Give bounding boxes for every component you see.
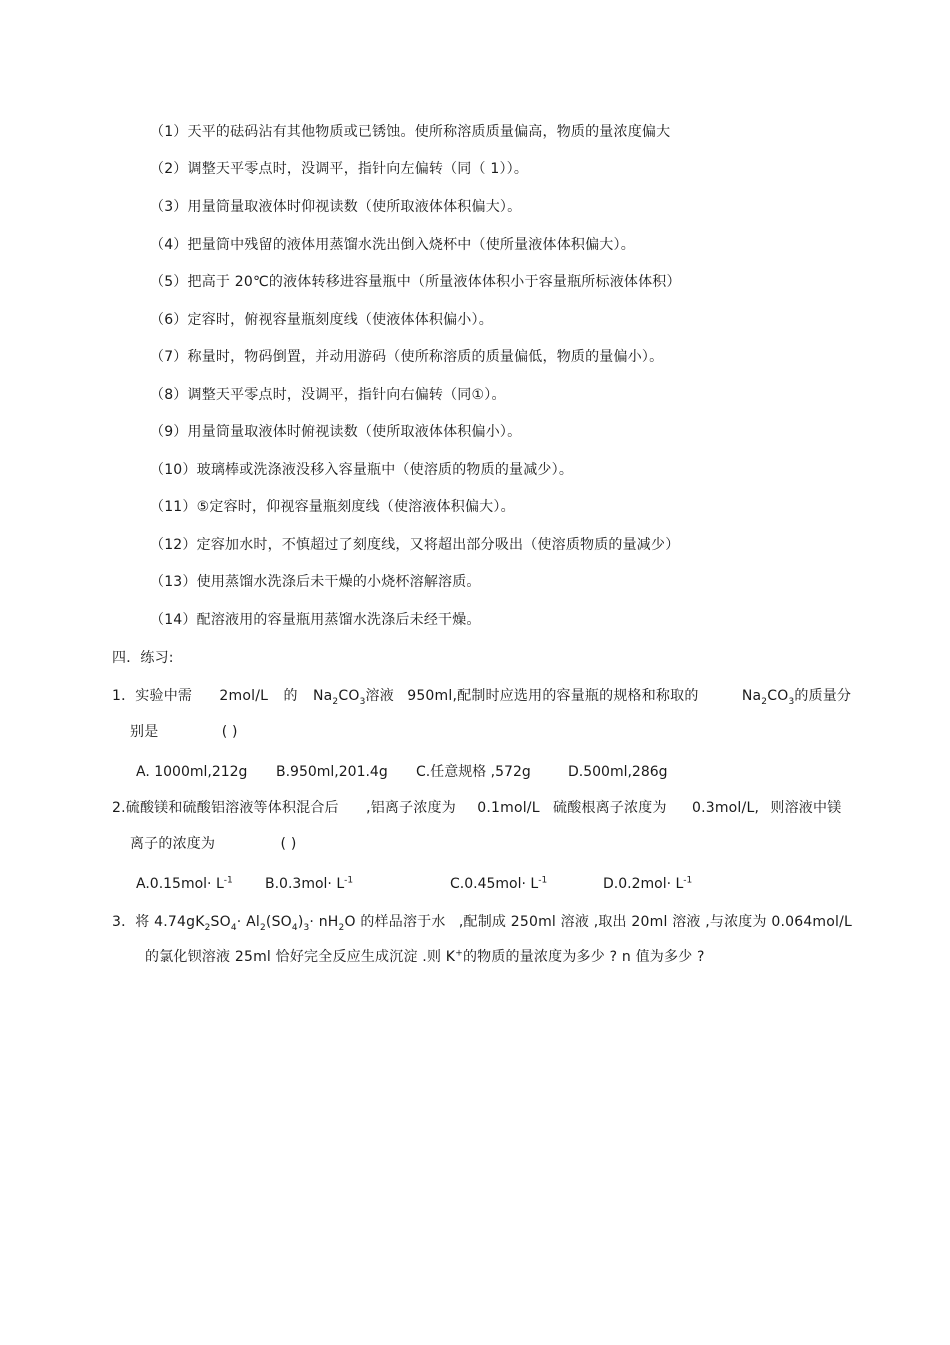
answer-blank: ( ) bbox=[280, 836, 297, 852]
question-2-option-a: $A.0.15mol\cdot L^{-1}$ bbox=[136, 875, 233, 892]
list-item: （8）调整天平零点时，没调平，指针向右偏转（同①）。 bbox=[150, 387, 506, 403]
question-1-volume: 950ml, bbox=[407, 688, 458, 704]
question-3-line-1: 3．将 $4.74gK_2SO_4\cdot Al_2(SO_4)_3\cdot nH_2O$ 的样品溶于水 ,配制成 250ml 溶液 ,取出 20ml 溶液 ,与浓度为 0.064mol/L bbox=[112, 914, 853, 933]
list-item: （5）把高于 20℃的液体转移进容量瓶中（所量液体体积小于容量瓶所标液体体积） bbox=[150, 274, 681, 290]
question-2-option-d: $D.0.2mol\cdot L^{-1}$ bbox=[603, 875, 693, 892]
question-1-concentration: 2mol/L bbox=[219, 688, 269, 704]
question-1-line-1 bbox=[112, 686, 852, 707]
list-item: （4）把量筒中残留的液体用蒸馏水洗出倒入烧杯中（使所量液体体积偏大）。 bbox=[150, 237, 635, 253]
formula-na2co3: $Na_2CO_3$ bbox=[741, 688, 795, 707]
question-2-option-b: $B.0.3mol\cdot L^{-1}$ bbox=[265, 875, 354, 892]
question-3-formula: 3．将 $4.74gK_2SO_4\cdot Al_2(SO_4)_3\cdot nH_2O$ 的样品溶于水 bbox=[112, 914, 446, 933]
list-item: （6）定容时，俯视容量瓶刻度线（使液体体积偏小）。 bbox=[150, 312, 493, 328]
question-1-text: 1．实验中需 bbox=[112, 688, 193, 704]
question-1-text: 的 bbox=[283, 688, 298, 704]
question-1-text: 配制时应选用的容量瓶的规格和称取的 bbox=[457, 688, 699, 704]
list-item: （9）用量筒量取液体时俯视读数（使所取液体体积偏小）。 bbox=[150, 424, 522, 440]
section-heading: 四．练习: bbox=[112, 650, 174, 666]
question-1-line-2: 别是 ( ) bbox=[130, 724, 238, 740]
question-1-option-c: C.任意规格 ,572g bbox=[416, 764, 531, 780]
question-1-option-d: D.500ml,286g bbox=[568, 764, 668, 780]
formula-na2co3: $Na_2CO_3$ bbox=[312, 688, 366, 707]
question-1-text: 的质量分 bbox=[794, 688, 852, 704]
list-item: （10）玻璃棒或洗涤液没移入容量瓶中（使溶质的物质的量减少）。 bbox=[150, 462, 574, 478]
question-2-line-2: 离子的浓度为 ( ) bbox=[130, 836, 297, 852]
list-item: （14）配溶液用的容量瓶用蒸馏水洗涤后未经干燥。 bbox=[150, 612, 481, 628]
list-item: （7）称量时，物码倒置，并动用游码（使所称溶质的质量偏低，物质的量偏小）。 bbox=[150, 349, 664, 365]
list-item: （3）用量筒量取液体时仰视读数（使所取液体体积偏大）。 bbox=[150, 199, 522, 215]
answer-blank: ( ) bbox=[221, 724, 238, 740]
list-item: （1）天平的砝码沾有其他物质或已锈蚀。使所称溶质质量偏高，物质的量浓度偏大 bbox=[150, 124, 671, 140]
question-1-option-a: A. 1000ml,212g bbox=[136, 764, 248, 780]
list-item: （13）使用蒸馏水洗涤后未干燥的小烧杯溶解溶质。 bbox=[150, 574, 481, 590]
list-item: （12）定容加水时，不慎超过了刻度线，又将超出部分吸出（使溶质物质的量减少） bbox=[150, 537, 680, 553]
question-2-line-1: 2.硫酸镁和硫酸铝溶液等体积混合后 ,铝离子浓度为 0.1mol/L 硫酸根离子浓度为 0.3mol/L, 则溶液中镁 bbox=[112, 800, 842, 816]
question-3-line-2: 的氯化钡溶液 25ml 恰好完全反应生成沉淀 .则 K+的物质的量浓度为多少 ? n 值为多少 ? bbox=[145, 948, 705, 965]
question-1-option-b: B.950ml,201.4g bbox=[276, 764, 388, 780]
question-1-text: 溶液 bbox=[365, 688, 394, 704]
list-item: （2）调整天平零点时，没调平，指针向左偏转（同（ 1））。 bbox=[150, 161, 529, 177]
question-2-option-c: $C.0.45mol\cdot L^{-1}$ bbox=[450, 875, 548, 892]
list-item: （11）⑤定容时，仰视容量瓶刻度线（使溶液体积偏大）。 bbox=[150, 499, 515, 515]
